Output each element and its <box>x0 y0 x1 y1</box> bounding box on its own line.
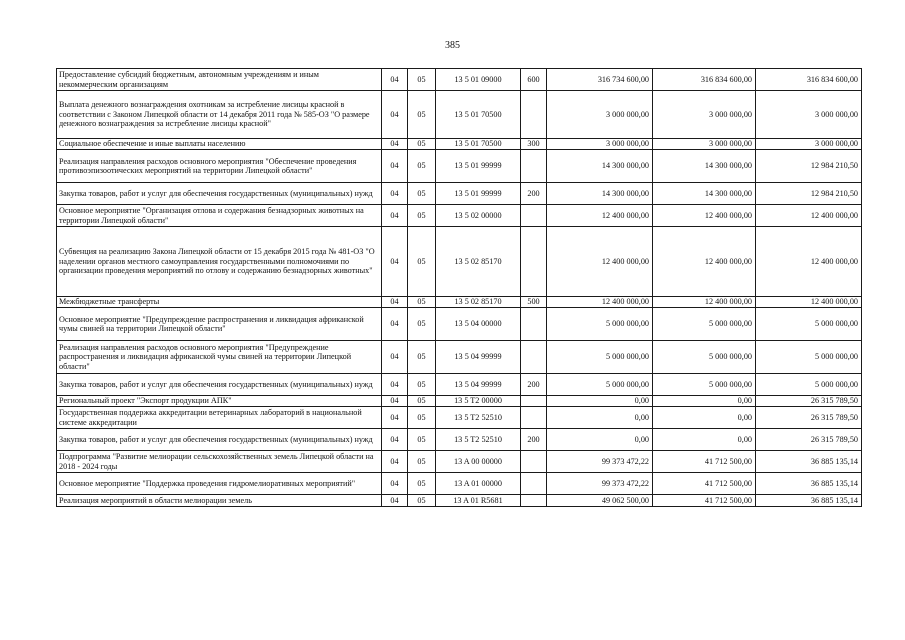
row-section-cell: 04 <box>382 297 408 308</box>
row-amount-year3-cell: 12 984 210,50 <box>756 183 862 205</box>
row-amount-year3-cell: 316 834 600,00 <box>756 69 862 91</box>
row-target-article-cell: 13 A 01 00000 <box>436 473 521 495</box>
row-subsection-cell: 05 <box>408 205 436 227</box>
row-target-article-cell: 13 A 01 R5681 <box>436 495 521 507</box>
table-row <box>57 308 862 341</box>
row-amount-year2-cell: 3 000 000,00 <box>653 91 756 139</box>
row-amount-year1-cell: 49 062 500,00 <box>547 495 653 507</box>
row-expense-type-cell: 600 <box>521 69 547 91</box>
row-amount-year2-cell: 41 712 500,00 <box>653 495 756 507</box>
row-expense-type-cell <box>521 150 547 183</box>
row-target-article-cell: 13 5 01 99999 <box>436 183 521 205</box>
row-amount-year1-cell: 12 400 000,00 <box>547 205 653 227</box>
row-amount-year3-cell: 36 885 135,14 <box>756 451 862 473</box>
row-section-cell: 04 <box>382 451 408 473</box>
row-name-cell: Закупка товаров, работ и услуг для обеспечения государственных (муниципальных) нужд <box>57 429 382 451</box>
row-amount-year2-cell: 41 712 500,00 <box>653 473 756 495</box>
row-subsection-cell: 05 <box>408 473 436 495</box>
row-name-cell: Социальное обеспечение и иные выплаты населению <box>57 139 382 150</box>
row-amount-year2-cell: 0,00 <box>653 396 756 407</box>
row-expense-type-cell: 500 <box>521 297 547 308</box>
row-amount-year1-cell: 3 000 000,00 <box>547 91 653 139</box>
row-amount-year2-cell: 12 400 000,00 <box>653 227 756 297</box>
table-row <box>57 150 862 183</box>
row-subsection-cell: 05 <box>408 69 436 91</box>
row-subsection-cell: 05 <box>408 308 436 341</box>
row-target-article-cell: 13 5 04 99999 <box>436 374 521 396</box>
row-section-cell: 04 <box>382 308 408 341</box>
row-subsection-cell: 05 <box>408 396 436 407</box>
row-amount-year1-cell: 14 300 000,00 <box>547 183 653 205</box>
row-amount-year3-cell: 12 984 210,50 <box>756 150 862 183</box>
table-row <box>57 473 862 495</box>
row-amount-year2-cell: 316 834 600,00 <box>653 69 756 91</box>
row-subsection-cell: 05 <box>408 91 436 139</box>
row-name-cell: Закупка товаров, работ и услуг для обеспечения государственных (муниципальных) нужд <box>57 374 382 396</box>
row-amount-year3-cell: 5 000 000,00 <box>756 374 862 396</box>
row-section-cell: 04 <box>382 473 408 495</box>
row-subsection-cell: 05 <box>408 407 436 429</box>
row-name-cell: Основное мероприятие "Поддержка проведения гидромелиоративных мероприятий" <box>57 473 382 495</box>
row-amount-year3-cell: 36 885 135,14 <box>756 495 862 507</box>
row-section-cell: 04 <box>382 91 408 139</box>
row-name-cell: Предоставление субсидий бюджетным, автономным учреждениям и иным некоммерческим организациям <box>57 69 382 91</box>
row-section-cell: 04 <box>382 341 408 374</box>
row-amount-year2-cell: 14 300 000,00 <box>653 183 756 205</box>
row-target-article-cell: 13 5 01 70500 <box>436 91 521 139</box>
table-row <box>57 139 862 150</box>
table-row <box>57 429 862 451</box>
row-target-article-cell: 13 5 T2 52510 <box>436 429 521 451</box>
row-amount-year3-cell: 26 315 789,50 <box>756 429 862 451</box>
row-name-cell: Субвенция на реализацию Закона Липецкой области от 15 декабря 2015 года № 481-ОЗ "О наделении органов местного самоуправления государственными полномочиями по организации проведения мероприятий по отлову и содержанию безнадзорных животных" <box>57 227 382 297</box>
row-amount-year1-cell: 12 400 000,00 <box>547 227 653 297</box>
row-expense-type-cell: 200 <box>521 429 547 451</box>
row-expense-type-cell: 300 <box>521 139 547 150</box>
row-expense-type-cell <box>521 308 547 341</box>
row-name-cell: Государственная поддержка аккредитации ветеринарных лабораторий в национальной системе аккредитации <box>57 407 382 429</box>
row-expense-type-cell <box>521 473 547 495</box>
row-name-cell: Основное мероприятие "Организация отлова и содержания безнадзорных животных на территории Липецкой области" <box>57 205 382 227</box>
row-amount-year2-cell: 5 000 000,00 <box>653 374 756 396</box>
row-amount-year1-cell: 12 400 000,00 <box>547 297 653 308</box>
row-subsection-cell: 05 <box>408 374 436 396</box>
row-name-cell: Реализация направления расходов основного мероприятия "Обеспечение проведения противоэпизоотических мероприятий на территории Липецкой области" <box>57 150 382 183</box>
row-section-cell: 04 <box>382 396 408 407</box>
row-section-cell: 04 <box>382 407 408 429</box>
row-amount-year1-cell: 5 000 000,00 <box>547 374 653 396</box>
row-target-article-cell: 13 5 02 85170 <box>436 297 521 308</box>
row-section-cell: 04 <box>382 205 408 227</box>
row-name-cell: Реализация мероприятий в области мелиорации земель <box>57 495 382 507</box>
table-row <box>57 374 862 396</box>
row-amount-year1-cell: 0,00 <box>547 407 653 429</box>
table-row <box>57 451 862 473</box>
row-expense-type-cell: 200 <box>521 374 547 396</box>
row-amount-year3-cell: 3 000 000,00 <box>756 139 862 150</box>
row-amount-year3-cell: 26 315 789,50 <box>756 396 862 407</box>
row-subsection-cell: 05 <box>408 429 436 451</box>
table-row <box>57 407 862 429</box>
row-name-cell: Реализация направления расходов основного мероприятия "Предупреждение распространения и ликвидация африканской чумы свиней на территории Липецкой области" <box>57 341 382 374</box>
row-amount-year2-cell: 41 712 500,00 <box>653 451 756 473</box>
row-name-cell: Межбюджетные трансферты <box>57 297 382 308</box>
row-amount-year2-cell: 12 400 000,00 <box>653 205 756 227</box>
row-name-cell: Закупка товаров, работ и услуг для обеспечения государственных (муниципальных) нужд <box>57 183 382 205</box>
page-number: 385 <box>445 40 460 51</box>
table-row <box>57 297 862 308</box>
row-subsection-cell: 05 <box>408 451 436 473</box>
row-section-cell: 04 <box>382 429 408 451</box>
row-amount-year3-cell: 36 885 135,14 <box>756 473 862 495</box>
row-amount-year1-cell: 99 373 472,22 <box>547 451 653 473</box>
row-subsection-cell: 05 <box>408 139 436 150</box>
row-amount-year3-cell: 26 315 789,50 <box>756 407 862 429</box>
row-amount-year1-cell: 0,00 <box>547 396 653 407</box>
row-target-article-cell: 13 5 01 70500 <box>436 139 521 150</box>
row-amount-year3-cell: 3 000 000,00 <box>756 91 862 139</box>
row-name-cell: Основное мероприятие "Предупреждение распространения и ликвидация африканской чумы свиней на территории Липецкой области" <box>57 308 382 341</box>
row-amount-year2-cell: 0,00 <box>653 429 756 451</box>
row-amount-year2-cell: 3 000 000,00 <box>653 139 756 150</box>
row-amount-year3-cell: 12 400 000,00 <box>756 205 862 227</box>
row-amount-year2-cell: 5 000 000,00 <box>653 308 756 341</box>
table-row <box>57 205 862 227</box>
row-expense-type-cell <box>521 341 547 374</box>
table-row <box>57 341 862 374</box>
row-target-article-cell: 13 5 04 99999 <box>436 341 521 374</box>
row-amount-year1-cell: 14 300 000,00 <box>547 150 653 183</box>
table-row <box>57 183 862 205</box>
row-section-cell: 04 <box>382 227 408 297</box>
row-target-article-cell: 13 5 02 85170 <box>436 227 521 297</box>
row-section-cell: 04 <box>382 150 408 183</box>
row-subsection-cell: 05 <box>408 297 436 308</box>
row-amount-year3-cell: 12 400 000,00 <box>756 227 862 297</box>
row-amount-year2-cell: 14 300 000,00 <box>653 150 756 183</box>
row-expense-type-cell: 200 <box>521 183 547 205</box>
row-amount-year3-cell: 5 000 000,00 <box>756 308 862 341</box>
row-section-cell: 04 <box>382 139 408 150</box>
row-expense-type-cell <box>521 205 547 227</box>
row-subsection-cell: 05 <box>408 150 436 183</box>
row-target-article-cell: 13 5 01 09000 <box>436 69 521 91</box>
row-amount-year2-cell: 5 000 000,00 <box>653 341 756 374</box>
row-section-cell: 04 <box>382 183 408 205</box>
table-row <box>57 495 862 507</box>
row-name-cell: Подпрограмма "Развитие мелиорации сельскохозяйственных земель Липецкой области на 2018 - 2024 годы <box>57 451 382 473</box>
row-target-article-cell: 13 5 04 00000 <box>436 308 521 341</box>
row-expense-type-cell <box>521 227 547 297</box>
row-amount-year1-cell: 316 734 600,00 <box>547 69 653 91</box>
row-section-cell: 04 <box>382 374 408 396</box>
table-row <box>57 91 862 139</box>
row-section-cell: 04 <box>382 495 408 507</box>
row-subsection-cell: 05 <box>408 495 436 507</box>
row-target-article-cell: 13 5 T2 52510 <box>436 407 521 429</box>
row-amount-year1-cell: 5 000 000,00 <box>547 308 653 341</box>
table-row <box>57 227 862 297</box>
row-expense-type-cell <box>521 495 547 507</box>
row-amount-year2-cell: 12 400 000,00 <box>653 297 756 308</box>
row-name-cell: Региональный проект "Экспорт продукции АПК" <box>57 396 382 407</box>
row-amount-year2-cell: 0,00 <box>653 407 756 429</box>
row-expense-type-cell <box>521 91 547 139</box>
row-target-article-cell: 13 5 02 00000 <box>436 205 521 227</box>
row-target-article-cell: 13 5 T2 00000 <box>436 396 521 407</box>
row-target-article-cell: 13 A 00 00000 <box>436 451 521 473</box>
row-amount-year3-cell: 5 000 000,00 <box>756 341 862 374</box>
row-section-cell: 04 <box>382 69 408 91</box>
row-subsection-cell: 05 <box>408 183 436 205</box>
budget-table <box>56 68 862 507</box>
row-subsection-cell: 05 <box>408 341 436 374</box>
row-amount-year1-cell: 5 000 000,00 <box>547 341 653 374</box>
row-subsection-cell: 05 <box>408 227 436 297</box>
row-name-cell: Выплата денежного вознаграждения охотникам за истребление лисицы красной в соответствии с Законом Липецкой области от 14 декабря 2011 года № 585-ОЗ "О размере денежного вознаграждения за истребление лисицы красной" <box>57 91 382 139</box>
row-amount-year3-cell: 12 400 000,00 <box>756 297 862 308</box>
table-row <box>57 69 862 91</box>
row-expense-type-cell <box>521 396 547 407</box>
row-target-article-cell: 13 5 01 99999 <box>436 150 521 183</box>
row-amount-year1-cell: 0,00 <box>547 429 653 451</box>
row-amount-year1-cell: 99 373 472,22 <box>547 473 653 495</box>
row-expense-type-cell <box>521 451 547 473</box>
table-row <box>57 396 862 407</box>
row-amount-year1-cell: 3 000 000,00 <box>547 139 653 150</box>
row-expense-type-cell <box>521 407 547 429</box>
